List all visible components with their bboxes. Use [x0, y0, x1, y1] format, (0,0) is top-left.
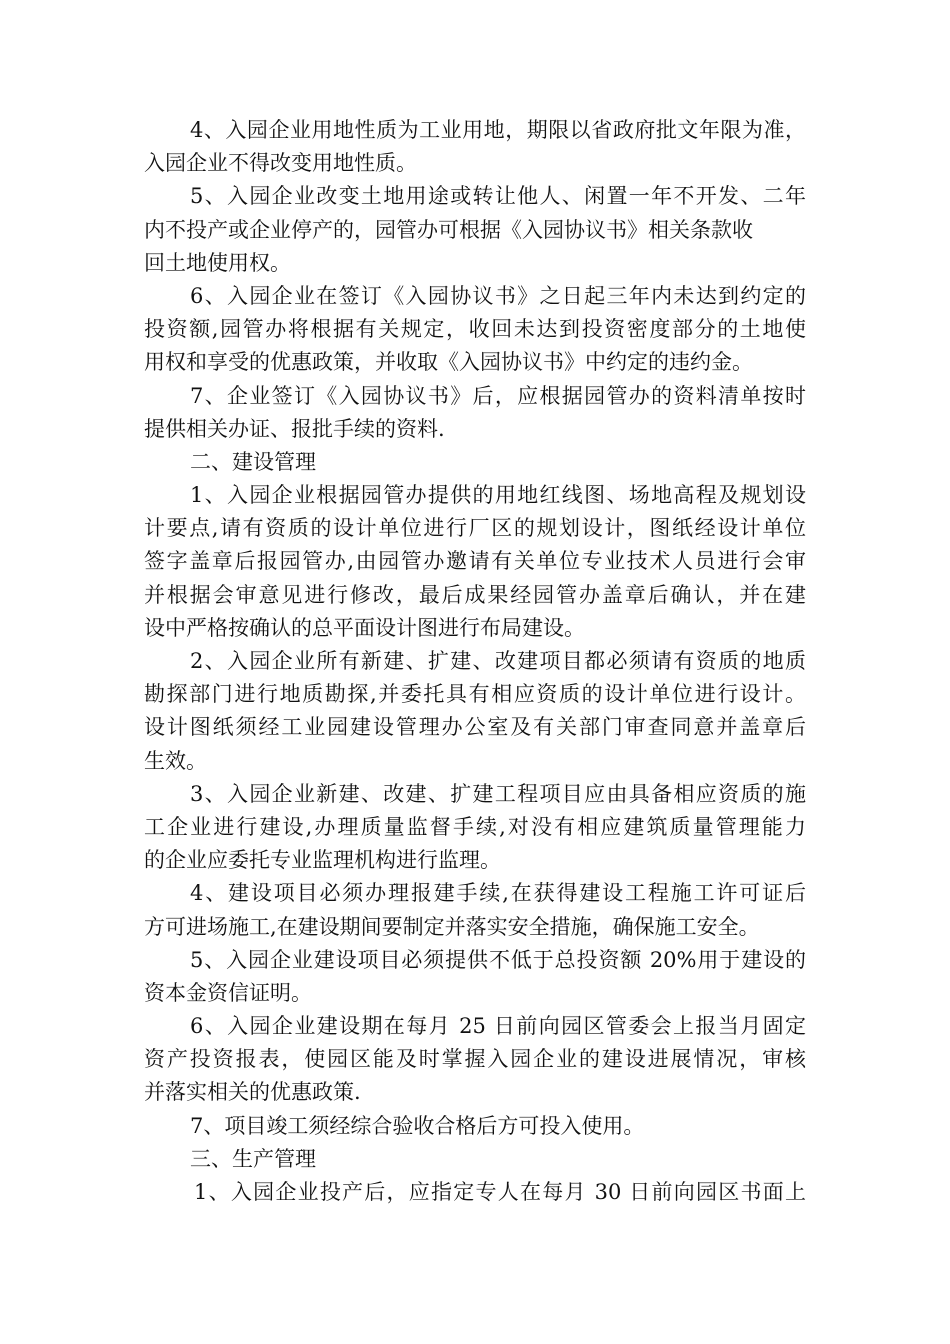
paragraph-line: 2、入园企业所有新建、扩建、改建项目都必须请有资质的地质 [190, 649, 806, 673]
paragraph-line: 内不投产或企业停产的，园管办可根据《入园协议书》相关条款收 [144, 217, 753, 242]
paragraph-line: 5、入园企业建设项目必须提供不低于总投资额 20%用于建设的 [190, 947, 806, 972]
paragraph-line: 7、项目竣工须经综合验收合格后方可投入使用。 [190, 1113, 645, 1138]
paragraph-line: 方可进场施工,在建设期间要制定并落实安全措施，确保施工安全。 [144, 914, 760, 939]
paragraph-line: 4、建设项目必须办理报建手续,在获得建设工程施工许可证后 [190, 881, 806, 906]
section-heading: 二、建设管理 [190, 449, 316, 474]
paragraph-line: 计要点,请有资质的设计单位进行厂区的规划设计，图纸经设计单位 [144, 516, 806, 541]
paragraph-line: 签字盖章后报园管办,由园管办邀请有关单位专业技术人员进行会审 [144, 549, 806, 574]
paragraph-line: 6、入园企业建设期在每月 25 日前向园区管委会上报当月固定 [190, 1014, 806, 1039]
paragraph-line: 3、入园企业新建、改建、扩建工程项目应由具备相应资质的施 [190, 781, 806, 806]
paragraph-line: 回土地使用权。 [144, 250, 291, 275]
paragraph-line: 工企业进行建设,办理质量监督手续,对没有相应建筑质量管理能力 [144, 814, 806, 839]
paragraph-line: 并落实相关的优惠政策. [144, 1080, 361, 1105]
paragraph-line: 资产投资报表，使园区能及时掌握入园企业的建设进展情况，审核 [144, 1047, 806, 1072]
paragraph-line: 并根据会审意见进行修改，最后成果经园管办盖章后确认，并在建 [144, 582, 806, 607]
paragraph-line: 1、入园企业投产后，应指定专人在每月 30 日前向园区书面上 [194, 1180, 806, 1204]
paragraph-line: 提供相关办证、报批手续的资料. [144, 416, 445, 441]
paragraph-line: 6、入园企业在签订《入园协议书》之日起三年内未达到约定的 [190, 283, 806, 308]
paragraph-line: 勘探部门进行地质勘探,并委托具有相应资质的设计单位进行设计。 [144, 682, 806, 707]
paragraph-line: 资本金资信证明。 [144, 980, 312, 1005]
paragraph-line: 入园企业不得改变用地性质。 [144, 151, 417, 176]
paragraph-line: 的企业应委托专业监理机构进行监理。 [144, 848, 501, 873]
paragraph-line: 1、入园企业根据园管办提供的用地红线图、场地高程及规划设 [190, 483, 806, 508]
paragraph-line: 用权和享受的优惠政策，并收取《入园协议书》中约定的违约金。 [144, 350, 753, 375]
paragraph-line: 投资额,园管办将根据有关规定，收回未达到投资密度部分的土地使 [144, 317, 806, 342]
paragraph-line: 设中严格按确认的总平面设计图进行布局建设。 [144, 615, 585, 640]
paragraph-line: 7、企业签订《入园协议书》后，应根据园管办的资料清单按时 [190, 383, 806, 408]
paragraph-line: 设计图纸须经工业园建设管理办公室及有关部门审查同意并盖章后 [144, 715, 806, 740]
document-body [144, 114, 806, 1209]
paragraph-line: 生效。 [144, 748, 207, 773]
section-heading: 三、生产管理 [190, 1146, 316, 1171]
paragraph-line: 5、入园企业改变土地用途或转让他人、闲置一年不开发、二年 [190, 184, 806, 209]
paragraph-line: 4、入园企业用地性质为工业用地，期限以省政府批文年限为准， [190, 118, 806, 142]
